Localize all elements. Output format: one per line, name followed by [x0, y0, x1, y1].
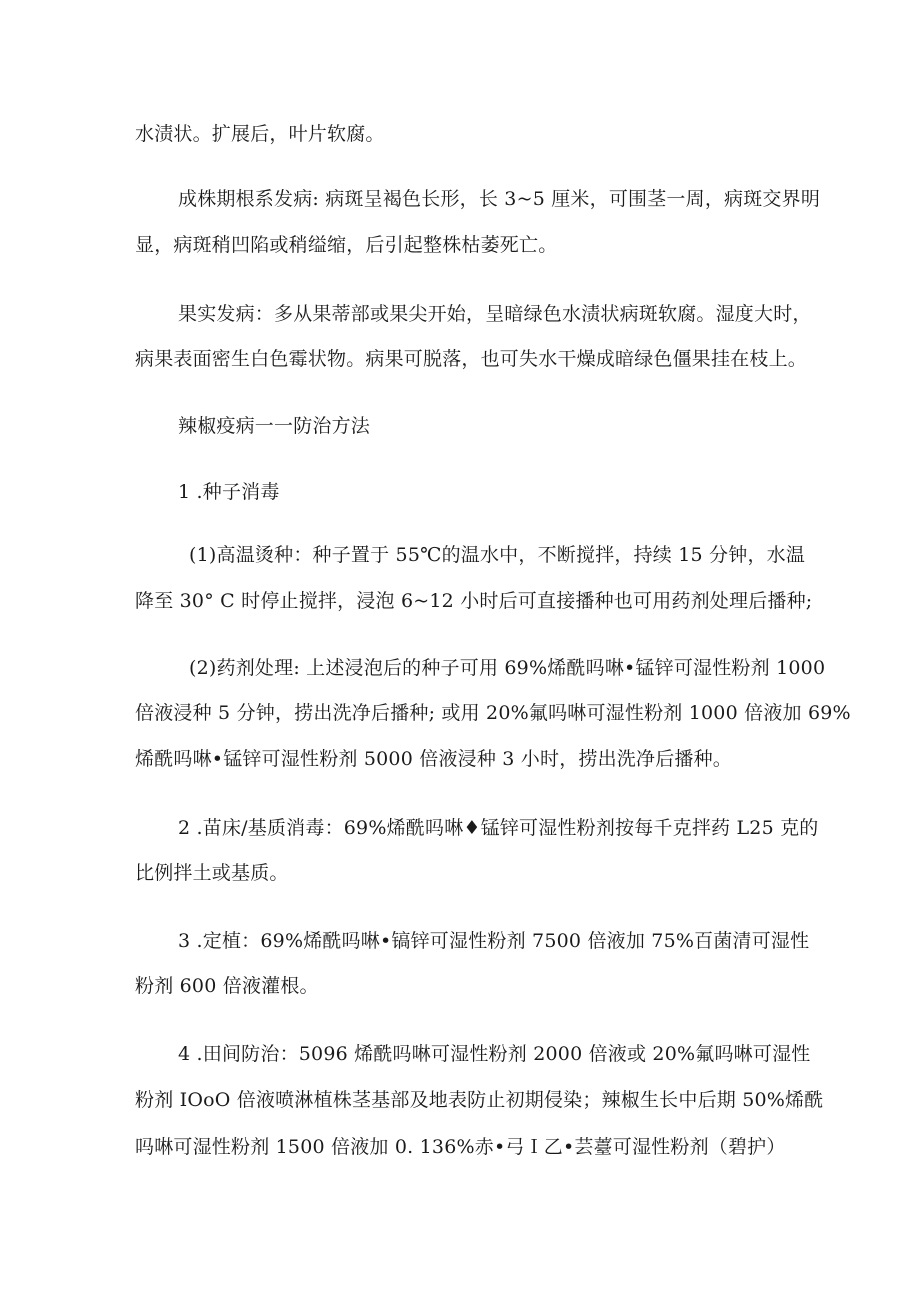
paragraph-line: (2)药剂处理: 上述浸泡后的种子可用 69%烯酰吗啉•锰锌可湿性粉剂 1000: [189, 657, 826, 679]
section-heading: 辣椒疫病一一防治方法: [178, 415, 371, 437]
paragraph-line: 比例拌土或基质。: [135, 862, 289, 884]
paragraph-line: 4 .田间防治：5096 烯酰吗啉可湿性粉剂 2000 倍液或 20%氟吗啉可湿性: [178, 1043, 811, 1065]
paragraph-line: 果实发病：多从果蒂部或果尖开始，呈暗绿色水渍状病斑软腐。湿度大时，: [178, 303, 812, 325]
paragraph-line: (1)高温烫种：种子置于 55℃的温水中，不断搅拌，持续 15 分钟，水温: [189, 544, 806, 566]
paragraph-line: 成株期根系发病: 病斑呈褐色长形，长 3~5 厘米，可围茎一周，病斑交界明: [178, 188, 821, 210]
subsection-heading: 1 .种子消毒: [178, 481, 280, 503]
paragraph-line: 3 .定植：69%烯酰吗啉•镐锌可湿性粉剂 7500 倍液加 75%百菌清可湿性: [178, 930, 810, 952]
paragraph-line: 烯酰吗啉•锰锌可湿性粉剂 5000 倍液浸种 3 小时，捞出洗净后播种。: [135, 748, 733, 770]
paragraph-line: 倍液浸种 5 分钟，捞出洗净后播种; 或用 20%氟吗啉可湿性粉剂 1000 倍液加 69%: [135, 702, 851, 724]
paragraph-line: 水渍状。扩展后，叶片软腐。: [135, 123, 385, 145]
paragraph-line: 显，病斑稍凹陷或稍缢缩，后引起整株枯萎死亡。: [135, 234, 558, 256]
paragraph-line: 粉剂 600 倍液灌根。: [135, 975, 319, 997]
paragraph-line: 2 .苗床/基质消毒：69%烯酰吗啉♦锰锌可湿性粉剂按每千克拌药 L25 克的: [178, 817, 819, 839]
paragraph-line: 病果表面密生白色霉状物。病果可脱落，也可失水干燥成暗绿色僵果挂在枝上。: [135, 348, 808, 370]
paragraph-line: 粉剂 IOoO 倍液喷淋植株茎基部及地表防止初期侵染；辣椒生长中后期 50%烯酰: [135, 1089, 824, 1111]
paragraph-line: 吗啉可湿性粉剂 1500 倍液加 0. 136%赤•弓Ｉ乙•芸薹可湿性粉剂（碧护）: [135, 1136, 786, 1158]
paragraph-line: 降至 30° C 时停止搅拌，浸泡 6~12 小时后可直接播种也可用药剂处理后播种;: [135, 590, 813, 612]
